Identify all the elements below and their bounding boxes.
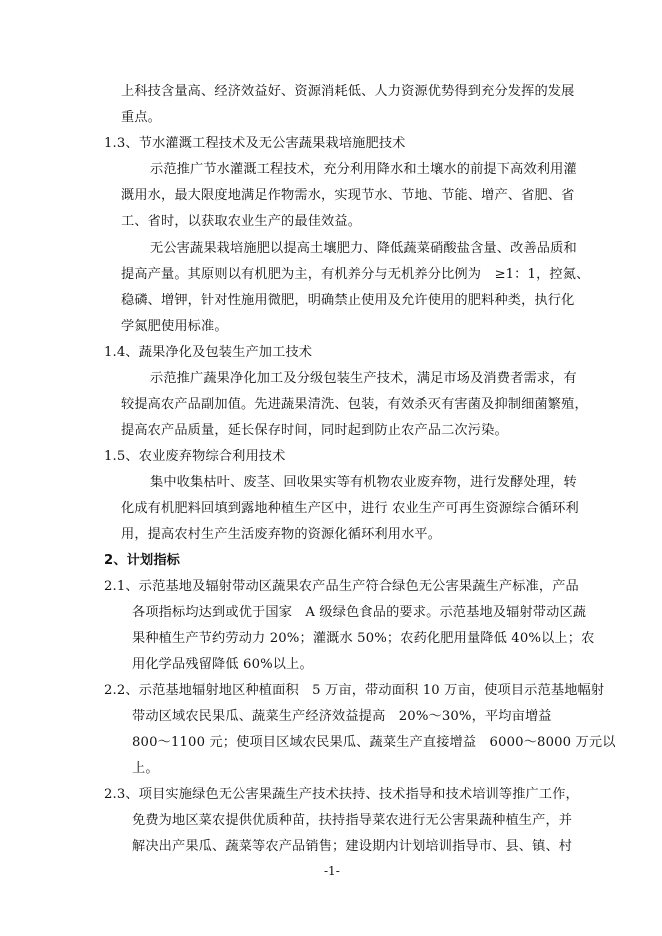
item-2-1-line-4: 用化学品残留降低 60%以上。 (132, 657, 313, 672)
text-line-18: 用，提高农村生产生活废弃物的资源化循环利用水平。 (121, 527, 442, 542)
item-2-1-line-1: 2.1、示范基地及辐射带动区蔬果农产品生产符合绿色无公害果蔬生产标准，产品 (104, 579, 579, 594)
text-line-2: 重点。 (121, 110, 162, 125)
text-line-14: 提高农产品质量，延长保存时间，同时起到防止农产品二次污染。 (121, 423, 508, 438)
text-line-16: 集中收集枯叶、废茎、回收果实等有机物农业废弃物，进行发酵处理，转 (150, 475, 577, 490)
page-number: -1- (324, 864, 340, 878)
text-line-12: 示范推广蔬果净化加工及分级包装生产技术，满足市场及消费者需求，有 (150, 371, 577, 386)
item-2-2-line-4: 上。 (132, 761, 159, 776)
item-2-1-line-3: 果种植生产节约劳动力 20%；灌溉水 50%；农药化肥用量降低 40%以上；农 (132, 631, 595, 646)
text-line-9: 稳磷、增钾，针对性施用微肥，明确禁止使用及允许使用的肥料种类，执行化 (121, 293, 575, 308)
section-heading-2: 2、计划指标 (104, 553, 181, 568)
item-2-2-line-3: 800～1100 元；使项目区域农民果瓜、蔬菜生产直接增益 6000～8000 万元以 (132, 735, 616, 750)
item-2-2-line-2: 带动区域农民果瓜、蔬菜生产经济效益提高 20%～30%，平均亩增益 (132, 709, 552, 724)
item-2-3-line-2: 免费为地区菜农提供优质种苗，扶持指导菜农进行无公害果蔬种植生产，并 (132, 813, 573, 828)
item-2-3-line-1: 2.3、项目实施绿色无公害果蔬生产技术扶持、技术指导和技术培训等推广工作， (104, 787, 579, 802)
text-line-17: 化成有机肥料回填到露地种植生产区中，进行 农业生产可再生资源综合循环利 (121, 501, 579, 516)
section-heading-1-3: 1.3、节水灌溉工程技术及无公害蔬果栽培施肥技术 (104, 136, 406, 151)
text-line-1: 上科技含量高、经济效益好、资源消耗低、人力资源优势得到充分发挥的发展 (121, 84, 575, 99)
text-line-4: 示范推广节水灌溉工程技术，充分利用降水和土壤水的前提下高效利用灌 (150, 162, 577, 177)
item-2-2-line-1: 2.2、示范基地辐射地区种植面积 5 万亩，带动面积 10 万亩，使项目示范基地幅射 (104, 683, 605, 698)
text-line-8: 提高产量。其原则以有机肥为主，有机养分与无机养分比例为 ≥1：1，控氮、 (121, 267, 590, 282)
text-line-6: 工、省时，以获取农业生产的最佳效益。 (121, 214, 362, 229)
item-2-1-line-2: 各项指标均达到或优于国家 A 级绿色食品的要求。示范基地及辐射带动区蔬 (132, 605, 587, 620)
text-line-10: 学氮肥使用标准。 (121, 319, 228, 334)
text-line-13: 较提高农产品副加值。先进蔬果清洗、包装，有效杀灭有害菌及抑制细菌繁殖， (121, 397, 588, 412)
section-heading-1-5: 1.5、农业废弃物综合利用技术 (104, 449, 286, 464)
section-heading-1-4: 1.4、蔬果净化及包装生产加工技术 (104, 345, 313, 360)
text-line-5: 溉用水，最大限度地满足作物需水，实现节水、节地、节能、增产、省肥、省 (121, 188, 575, 203)
text-line-7: 无公害蔬果栽培施肥以提高土壤肥力、降低蔬菜硝酸盐含量、改善品质和 (150, 241, 577, 256)
item-2-3-line-3: 解决出产果瓜、蔬菜等农产品销售；建设期内计划培训指导市、县、镇、村 (132, 839, 573, 854)
